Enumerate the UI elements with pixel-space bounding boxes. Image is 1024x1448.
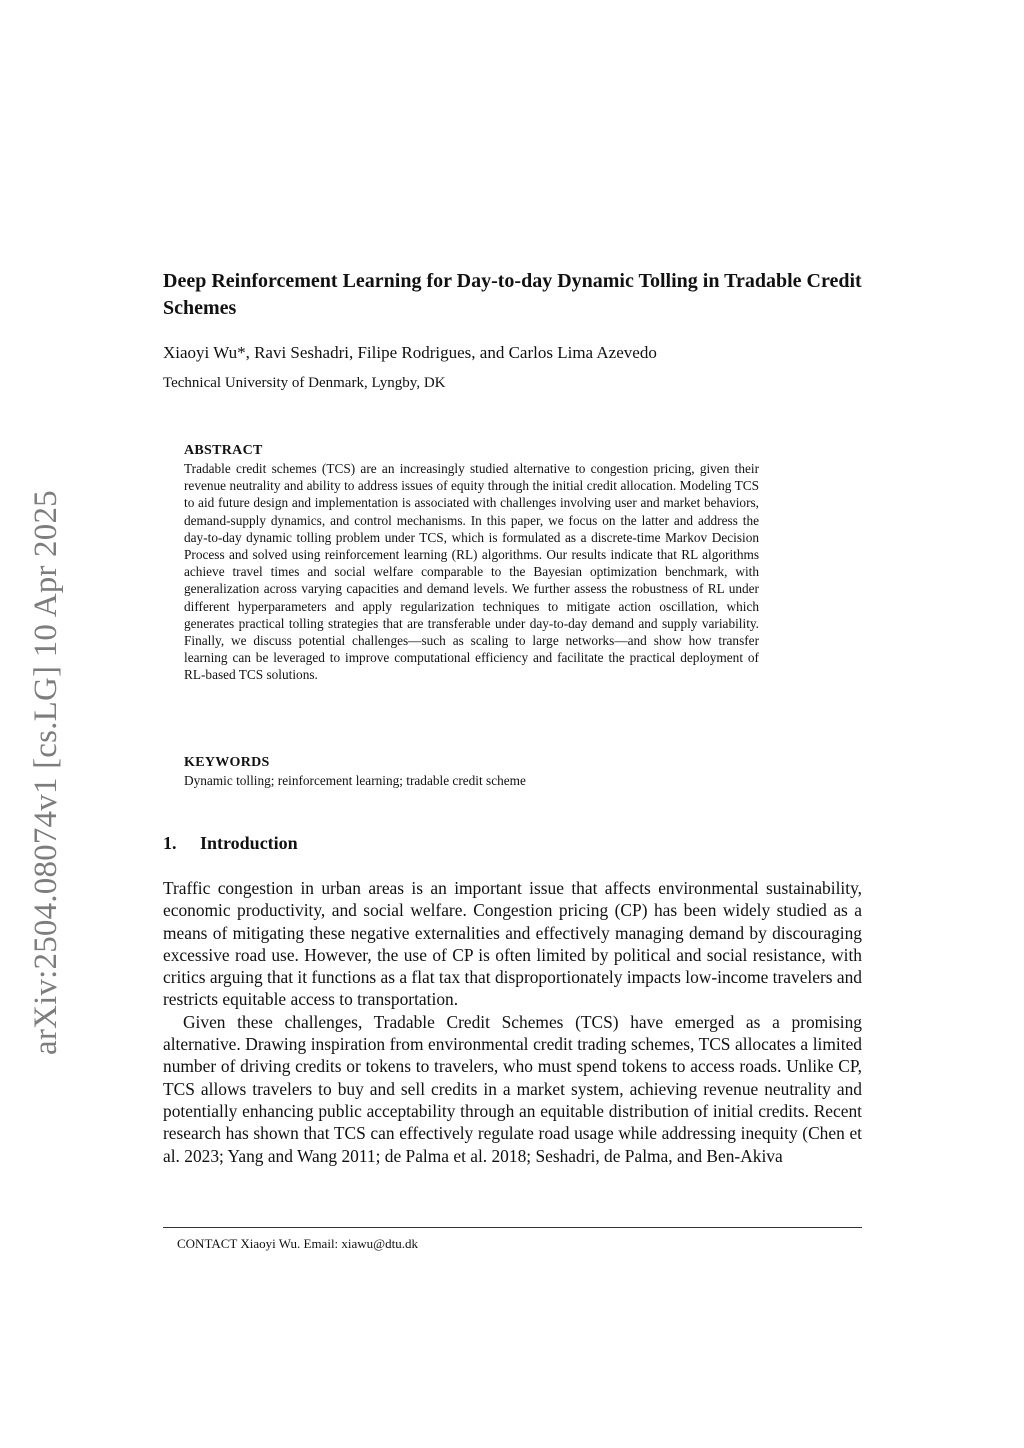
author-affiliation: Technical University of Denmark, Lyngby, DK [163, 375, 446, 391]
introduction-paragraph-1: Traffic congestion in urban areas is an important issue that affects environmental sustainability, economic productivity, and social welfare. Congestion pricing (CP) has been widely studied as a means of mitigating these negative externalities and effectively managing demand by discouraging excessive road use. However, the use of CP is often limited by political and social resistance, with critics arguing that it functions as a flat tax that disproportionately impacts low-income travelers and restricts equitable access to transportation. [163, 878, 862, 1010]
footnote-divider [163, 1227, 862, 1228]
introduction-paragraph-2: Given these challenges, Tradable Credit Schemes (TCS) have emerged as a promising alternative. Drawing inspiration from environmental credit trading schemes, TCS allocates a limited number of driving credits or tokens to travelers, who must spend tokens to access roads. Unlike CP, TCS allows travelers to buy and sell credits in a market system, achieving revenue neutrality and potentially enhancing public acceptability through an equitable distribution of initial credits. Recent research has shown that TCS can effectively regulate road usage while addressing inequity (Chen et al. 2023; Yang and Wang 2011; de Palma et al. 2018; Seshadri, de Palma, and Ben-Akiva [163, 1011, 862, 1166]
author-list: Xiaoyi Wu*, Ravi Seshadri, Filipe Rodrigues, and Carlos Lima Azevedo [163, 343, 657, 362]
abstract-heading: ABSTRACT [184, 443, 263, 458]
introduction-body [163, 877, 862, 1167]
abstract-section [184, 442, 759, 684]
keywords-heading: KEYWORDS [184, 755, 270, 770]
keywords-section [184, 754, 759, 790]
section-title: Introduction [200, 833, 298, 853]
introduction-heading [163, 833, 863, 854]
abstract-text: Tradable credit schemes (TCS) are an increasingly studied alternative to congestion pricing, given their revenue neutrality and ability to address issues of equity through the initial credit allocation. Modeling TCS to aid future design and implementation is associated with challenges involving user and market behaviors, demand-supply dynamics, and control mechanisms. In this paper, we focus on the latter and address the day-to-day dynamic tolling problem under TCS, which is formulated as a discrete-time Markov Decision Process and solved using reinforcement learning (RL) algorithms. Our results indicate that RL algorithms achieve travel times and social welfare comparable to the Bayesian optimization benchmark, with generalization across varying capacities and demand levels. We further assess the robustness of RL under different hyperparameters and apply regularization techniques to mitigate action oscillation, which generates practical tolling strategies that are transferable under day-to-day demand and supply variability. Finally, we discuss potential challenges—such as scaling to large networks—and show how transfer learning can be leveraged to improve computational efficiency and facilitate the practical deployment of RL-based TCS solutions. [184, 461, 759, 683]
keywords-text: Dynamic tolling; reinforcement learning; tradable credit scheme [184, 773, 526, 788]
section-number: 1. [163, 833, 177, 853]
paper-title: Deep Reinforcement Learning for Day-to-day Dynamic Tolling in Tradable Credit Schemes [163, 270, 862, 319]
contact-footnote: CONTACT Xiaoyi Wu. Email: xiawu@dtu.dk [177, 1236, 419, 1251]
arxiv-identifier-stamp: arXiv:2504.08074v1 [cs.LG] 10 Apr 2025 [28, 490, 64, 1055]
